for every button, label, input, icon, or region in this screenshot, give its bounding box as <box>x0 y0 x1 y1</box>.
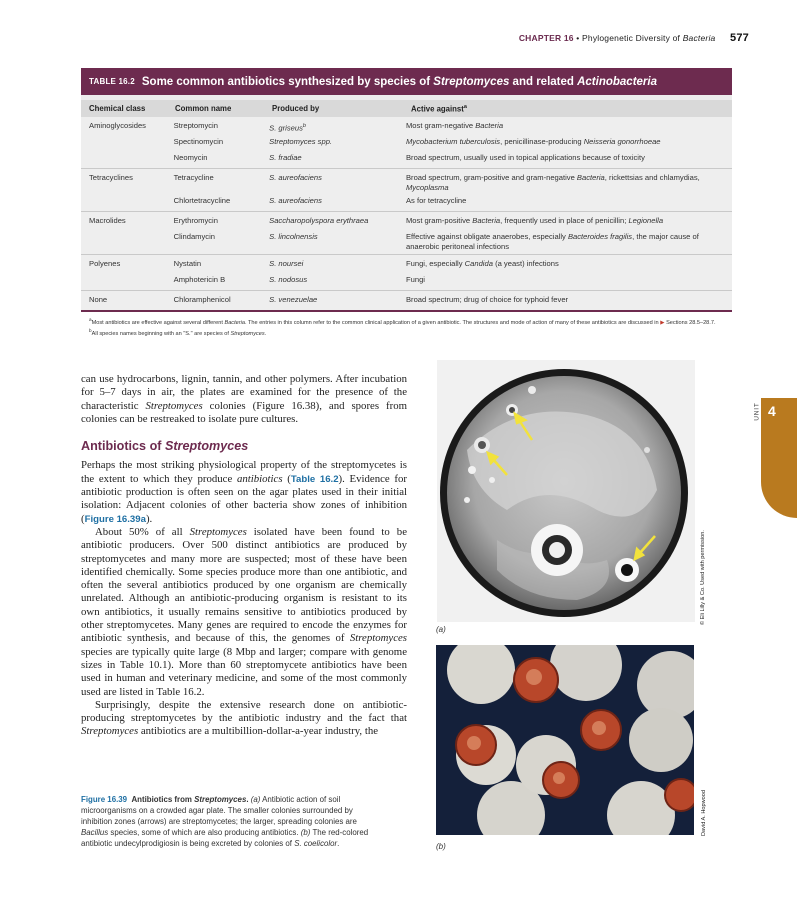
cell-common-name: Chlortetracycline <box>173 196 231 205</box>
unit-label: UNIT <box>753 402 761 421</box>
cell-common-name: Nystatin <box>173 259 202 268</box>
cell-active-against: Most gram-negative Bacteria <box>405 121 504 130</box>
cell-produced-by: S. aureofaciens <box>269 196 322 205</box>
running-head-separator: • <box>573 33 583 43</box>
header-produced-by: Produced by <box>272 104 320 113</box>
cell-chemical-class: Tetracyclines <box>89 173 133 182</box>
cell-produced-by: S. noursei <box>269 259 304 268</box>
header-chemical-class: Chemical class <box>89 104 146 113</box>
cell-common-name: Clindamycin <box>173 232 216 241</box>
table-row <box>81 136 732 152</box>
page-number: 577 <box>730 32 749 44</box>
table-row <box>81 231 732 254</box>
chapter-title-italic: Bacteria <box>682 33 716 43</box>
figure-part-label-a: (a) <box>436 625 446 634</box>
antibiotics-table <box>81 68 732 338</box>
cell-common-name: Spectinomycin <box>173 137 224 146</box>
cell-produced-by: Streptomyces spp. <box>269 137 333 146</box>
cell-active-against: Broad spectrum, usually used in topical applications because of toxicity <box>405 153 645 162</box>
table-label: TABLE 16.2 <box>89 77 135 86</box>
paragraph: can use hydrocarbons, lignin, tannin, and other polymers. After incubation for 5–7 days in air, the plates are examined for the presence of the characteristic Streptomyces colonies (Figure 16.38), and spores from colonies can be restreaked to isolate pure cultures. <box>81 373 407 425</box>
cell-chemical-class <box>81 152 174 166</box>
cell-active-against: Effective against obligate anaerobes, especially Bacteroides fragilis, the major cause of anaerobic peritoneal infections <box>405 232 699 251</box>
table-body <box>81 117 732 312</box>
petri-dish-photo <box>437 360 695 622</box>
cell-produced-by: S. nodosus <box>269 275 308 284</box>
photo-credit-a: © Eli Lilly & Co. Used with permission. <box>700 530 706 625</box>
table-row <box>81 152 732 168</box>
cell-produced-by: S. venezuelae <box>269 295 318 304</box>
cell-active-against: Broad spectrum; drug of choice for typhoid fever <box>405 295 569 304</box>
table-row <box>81 294 732 310</box>
cell-active-against: Most gram-positive Bacteria, frequently used in place of penicillin; Legionella <box>405 216 664 225</box>
cell-chemical-class: None <box>89 295 108 304</box>
figure-title: Antibiotics from Streptomyces. <box>131 795 249 804</box>
table-group <box>81 212 732 255</box>
table-title-bar <box>81 68 732 95</box>
paragraph: Surprisingly, despite the extensive research done on antibiotic-producing streptomycetes by the antibiotic industry and the fact that Streptomyces antibiotics are a multibillion-dollar-a-year industry, the <box>81 698 407 738</box>
figure-caption-text: (a) Antibiotic action of soil microorganisms on a crowded agar plate. The smaller colonies surrounded by inhibition zones (arrows) are streptomycetes; the larger, spreading colonies are Bacillus species, some of which are also producing antibiotics. (b) The red-colored antibiotic undecylprodigiosin is being excreted by colonies of S. coelicolor. <box>81 795 369 848</box>
table-footnotes <box>81 316 732 338</box>
unit-tab <box>761 398 797 518</box>
figure-ref-link[interactable]: Figure 16.39a <box>84 513 146 525</box>
table-row <box>81 195 732 211</box>
cell-produced-by: S. aureofaciens <box>269 173 322 182</box>
cell-produced-by: S. griseus$^b$ <box>269 123 306 133</box>
table-row <box>81 120 732 136</box>
cell-chemical-class <box>81 195 174 209</box>
cell-common-name: Tetracycline <box>173 173 214 182</box>
cell-produced-by: S. lincolnensis <box>269 232 318 241</box>
unit-number: 4 <box>768 403 776 419</box>
running-head <box>519 32 749 44</box>
cell-active-against: As for tetracycline <box>405 196 467 205</box>
table-row <box>81 172 732 195</box>
table-row <box>81 215 732 231</box>
cell-chemical-class: Macrolides <box>89 216 126 225</box>
table-title: Some common antibiotics synthesized by species of Streptomyces and related Actinobacteria <box>141 75 657 88</box>
body-text <box>81 373 407 739</box>
table-group <box>81 117 732 169</box>
footnote-b: $^b$All species names beginning with an "S." are species of Streptomyces. <box>89 327 267 337</box>
section-heading: Antibiotics of Streptomyces <box>81 439 249 454</box>
cell-common-name: Amphotericin B <box>173 275 226 284</box>
chapter-label: CHAPTER 16 <box>518 33 574 43</box>
figure-part-label-b: (b) <box>436 842 446 851</box>
cell-active-against: Mycobacterium tuberculosis, penicillinase-producing Neisseria gonorrhoeae <box>405 137 661 146</box>
figure-caption <box>81 794 386 849</box>
cell-produced-by: S. fradiae <box>269 153 302 162</box>
cell-chemical-class <box>81 136 174 150</box>
header-active-against: Active against$^a$ <box>411 103 467 114</box>
cell-chemical-class: Aminoglycosides <box>89 121 146 130</box>
cell-produced-by: Saccharopolyspora erythraea <box>269 216 369 225</box>
table-row <box>81 258 732 274</box>
cell-common-name: Streptomycin <box>173 121 218 130</box>
cell-active-against: Broad spectrum, gram-positive and gram-negative Bacteria, rickettsias and chlamydias, Mycoplasma <box>405 173 700 192</box>
table-group <box>81 255 732 291</box>
cell-active-against: Fungi, especially Candida (a yeast) infections <box>405 259 559 268</box>
photo-credit-b: David A. Hopwood <box>701 789 707 836</box>
table-ref-link[interactable]: Table 16.2 <box>290 473 339 485</box>
footnote-a: $^a$Most antibiotics are effective against several different Bacteria. The entries in this column refer to the common clinical application of a given antibiotic. The structures and mode of action of many of these antibiotics are discussed in ▶ Sections 28.5–28.7. <box>89 317 716 326</box>
table-group <box>81 291 732 312</box>
figure-label: Figure 16.39 <box>81 795 128 804</box>
table-header-row <box>81 95 732 117</box>
header-common-name: Common name <box>175 104 232 113</box>
cell-common-name: Erythromycin <box>173 216 218 225</box>
cell-active-against: Fungi <box>405 275 425 284</box>
table-group <box>81 169 732 212</box>
paragraph: About 50% of all Streptomyces isolated have been found to be antibiotic producers. Over 500 distinct antibiotics are produced by streptomycetes and many more are suspected; most of these have been identified chemically. Some species produce more than one antibiotic, and often the several antibiotics produced by one organism are chemically unrelated. Although an antibiotic-producing organism is resistant to its own antibiotics, it usually remains sensitive to antibiotics produced by other streptomycetes. Many genes are required to encode the enzymes for antibiotic synthesis, and because of this, the genomes of Streptomyces species are typically quite large (8 Mbp and larger; compare with genome sizes in Table 10.1). More than 60 streptomycete antibiotics have been used in human and veterinary medicine, and some of the most commonly used are listed in Table 16.2. <box>81 525 407 698</box>
cell-chemical-class <box>81 274 174 288</box>
cell-common-name: Neomycin <box>173 153 208 162</box>
table-row <box>81 274 732 290</box>
paragraph: Perhaps the most striking physiological property of the streptomycetes is the extent to which they produce antibiotics (Table 16.2). Evidence for antibiotic production is often seen on the agar plates used in their initial isolation: Adjacent colonies of other bacteria show zones of inhibition (Figure 16.39a). <box>81 459 408 525</box>
cell-chemical-class: Polyenes <box>89 259 121 268</box>
cell-common-name: Chloramphenicol <box>173 295 231 304</box>
cell-chemical-class <box>81 231 174 252</box>
colonies-photo <box>436 645 694 835</box>
chapter-title: Phylogenetic Diversity of <box>582 33 683 43</box>
